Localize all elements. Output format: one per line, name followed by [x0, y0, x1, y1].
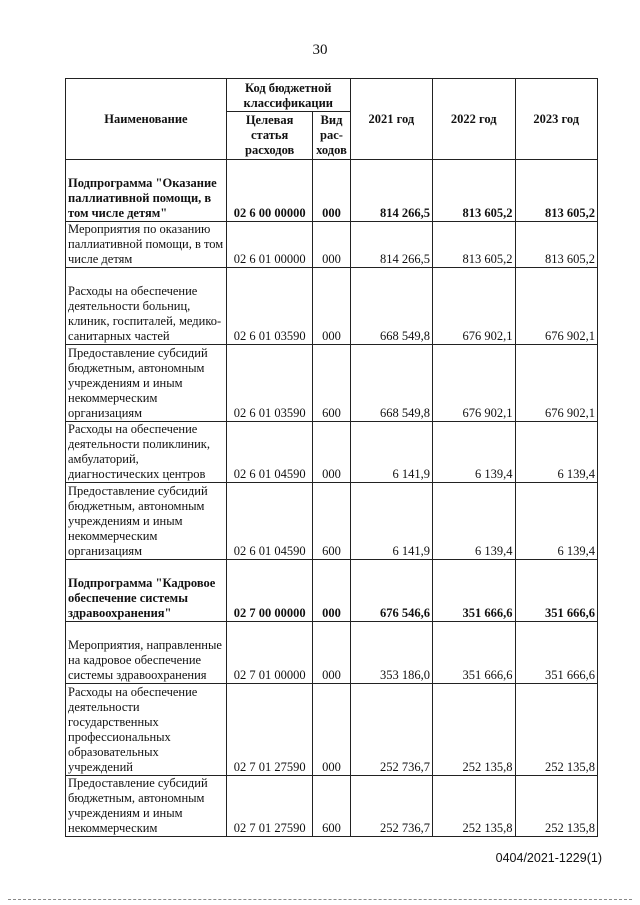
row-value-2021: 814 266,5 — [350, 160, 432, 222]
row-value-2022: 351 666,6 — [433, 622, 515, 684]
row-value-2021: 6 141,9 — [350, 422, 432, 483]
table-row — [66, 422, 598, 483]
row-value-2021: 814 266,5 — [350, 222, 432, 268]
row-value-2021: 353 186,0 — [350, 622, 432, 684]
row-value-2023: 6 139,4 — [515, 483, 598, 560]
row-value-2022: 6 139,4 — [433, 483, 515, 560]
row-expense-type: 000 — [313, 160, 350, 222]
row-expense-type: 000 — [313, 422, 350, 483]
header-name: Наименование — [66, 79, 227, 160]
row-name: Расходы на обеспечение деятельности больниц, клиник, госпиталей, медико-санитарных частей — [66, 268, 227, 345]
row-name: Предоставление субсидий бюджетным, автономным учреждениям и иным некоммерческим организациям — [66, 345, 227, 422]
row-value-2023: 351 666,6 — [515, 622, 598, 684]
row-value-2021: 676 546,6 — [350, 560, 432, 622]
row-name: Расходы на обеспечение деятельности поликлиник, амбулаторий, диагностических центров — [66, 422, 227, 483]
row-value-2023: 813 605,2 — [515, 222, 598, 268]
row-expense-type: 600 — [313, 483, 350, 560]
row-value-2023: 676 902,1 — [515, 268, 598, 345]
row-name: Расходы на обеспечение деятельности государственных профессиональных образовательных учреждений — [66, 684, 227, 776]
row-expense-type: 600 — [313, 776, 350, 837]
row-expense-type: 000 — [313, 622, 350, 684]
row-target-code: 02 7 01 27590 — [226, 684, 312, 776]
table-row — [66, 622, 598, 684]
row-name: Предоставление субсидий бюджетным, автономным учреждениям и иным некоммерческим — [66, 776, 227, 837]
table-row — [66, 684, 598, 776]
table-body — [66, 160, 598, 837]
table-row — [66, 268, 598, 345]
row-target-code: 02 7 00 00000 — [226, 560, 312, 622]
row-value-2022: 6 139,4 — [433, 422, 515, 483]
row-value-2022: 351 666,6 — [433, 560, 515, 622]
row-name: Предоставление субсидий бюджетным, автономным учреждениям и иным некоммерческим организациям — [66, 483, 227, 560]
row-value-2023: 351 666,6 — [515, 560, 598, 622]
header-2022: 2022 год — [433, 79, 515, 160]
row-name: Мероприятия по оказанию паллиативной помощи, в том числе детям — [66, 222, 227, 268]
row-value-2022: 252 135,8 — [433, 684, 515, 776]
row-target-code: 02 6 01 03590 — [226, 268, 312, 345]
row-target-code: 02 6 00 00000 — [226, 160, 312, 222]
row-value-2023: 676 902,1 — [515, 345, 598, 422]
row-value-2021: 668 549,8 — [350, 268, 432, 345]
row-target-code: 02 6 01 03590 — [226, 345, 312, 422]
budget-table — [65, 78, 598, 837]
table-row — [66, 776, 598, 837]
row-expense-type: 000 — [313, 268, 350, 345]
row-target-code: 02 7 01 00000 — [226, 622, 312, 684]
header-2023: 2023 год — [515, 79, 598, 160]
row-name: Подпрограмма "Оказание паллиативной помощи, в том числе детям" — [66, 160, 227, 222]
row-value-2022: 813 605,2 — [433, 222, 515, 268]
row-expense-type: 600 — [313, 345, 350, 422]
row-target-code: 02 7 01 27590 — [226, 776, 312, 837]
row-value-2023: 252 135,8 — [515, 684, 598, 776]
document-code: 0404/2021-1229(1) — [495, 851, 602, 865]
table-row — [66, 345, 598, 422]
row-value-2023: 6 139,4 — [515, 422, 598, 483]
row-expense-type: 000 — [313, 684, 350, 776]
table-row — [66, 483, 598, 560]
page-bottom-edge — [8, 899, 632, 900]
header-kbk: Код бюджетной классификации — [226, 79, 350, 112]
row-value-2021: 668 549,8 — [350, 345, 432, 422]
row-expense-type: 000 — [313, 222, 350, 268]
row-target-code: 02 6 01 00000 — [226, 222, 312, 268]
table-row — [66, 560, 598, 622]
row-value-2022: 813 605,2 — [433, 160, 515, 222]
row-value-2021: 252 736,7 — [350, 684, 432, 776]
header-target-article: Целевая статья расходов — [226, 112, 312, 160]
row-value-2021: 252 736,7 — [350, 776, 432, 837]
row-value-2023: 813 605,2 — [515, 160, 598, 222]
row-value-2022: 676 902,1 — [433, 345, 515, 422]
row-name: Мероприятия, направленные на кадровое обеспечение системы здравоохранения — [66, 622, 227, 684]
row-target-code: 02 6 01 04590 — [226, 483, 312, 560]
header-2021: 2021 год — [350, 79, 432, 160]
header-expense-type: Вид рас-ходов — [313, 112, 350, 160]
row-expense-type: 000 — [313, 560, 350, 622]
page-number: 30 — [312, 42, 328, 58]
row-target-code: 02 6 01 04590 — [226, 422, 312, 483]
table-row — [66, 222, 598, 268]
table-row — [66, 160, 598, 222]
row-value-2022: 676 902,1 — [433, 268, 515, 345]
row-value-2023: 252 135,8 — [515, 776, 598, 837]
row-name: Подпрограмма "Кадровое обеспечение системы здравоохранения" — [66, 560, 227, 622]
row-value-2021: 6 141,9 — [350, 483, 432, 560]
row-value-2022: 252 135,8 — [433, 776, 515, 837]
